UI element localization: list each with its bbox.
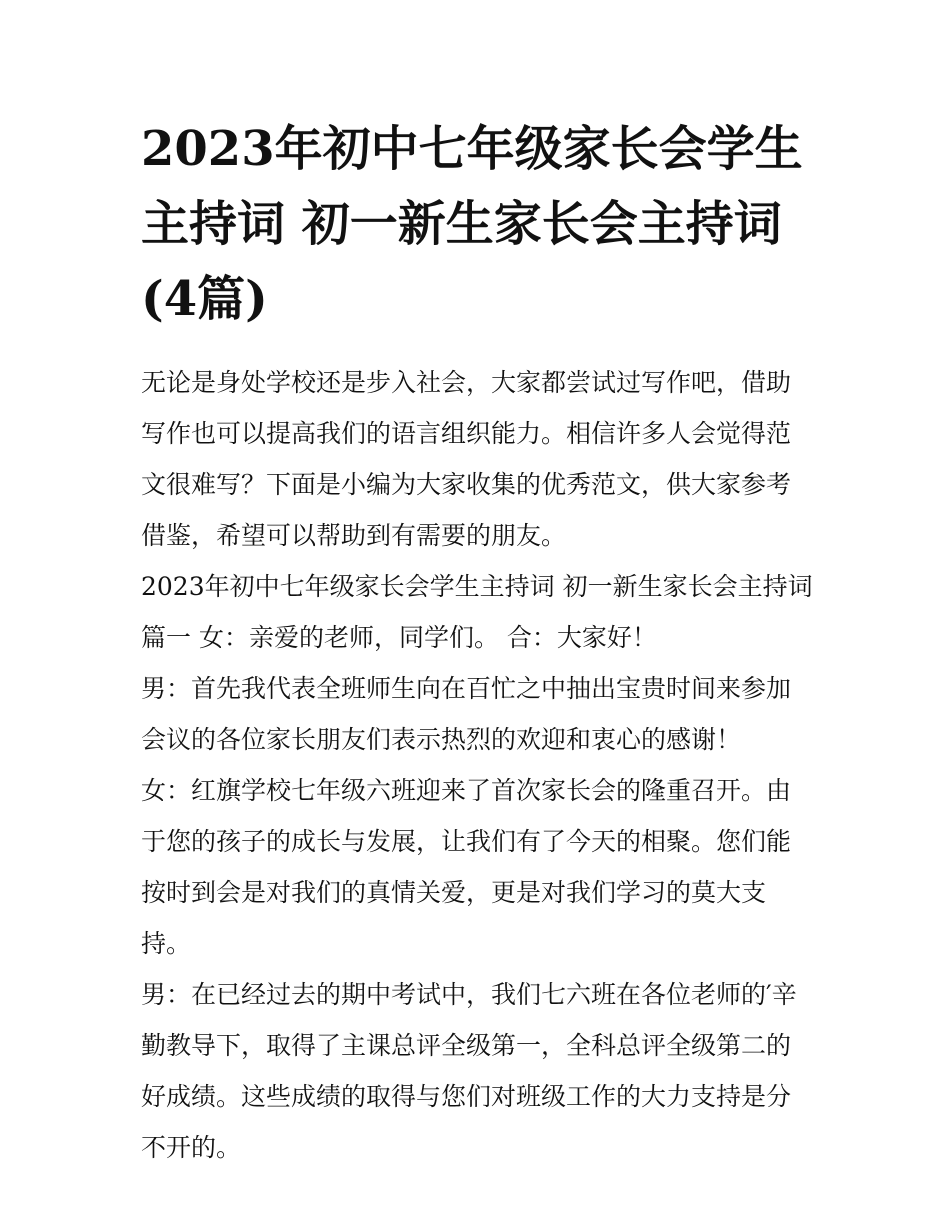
paragraph-female-intro: 女：红旗学校七年级六班迎来了首次家长会的隆重召开。由于您的孩子的成长与发展，让我们有了今天的相聚。您们能按时到会是对我们的真情关爱，更是对我们学习的莫大支持。 bbox=[141, 776, 792, 958]
document-body bbox=[141, 357, 813, 1173]
paragraph-male-results: 男：在已经过去的期中考试中，我们七六班在各位老师的′辛勤教导下，取得了主课总评全级第一，全科总评全级第二的好成绩。这些成绩的取得与您们对班级工作的大力支持是分不开的。 bbox=[141, 980, 797, 1162]
document-page bbox=[141, 112, 813, 1173]
document-title: 2023年初中七年级家长会学生主持词 初一新生家长会主持词(4篇) bbox=[141, 121, 803, 327]
paragraph-opening: 2023年初中七年级家长会学生主持词 初一新生家长会主持词篇一 女：亲爱的老师，同学们。 合：大家好！ bbox=[141, 572, 813, 652]
paragraph-intro: 无论是身处学校还是步入社会，大家都尝试过写作吧，借助写作也可以提高我们的语言组织能力。相信许多人会觉得范文很难写？下面是小编为大家收集的优秀范文，供大家参考借鉴，希望可以帮助到有需要的朋友。 bbox=[141, 368, 792, 550]
paragraph-male-welcome: 男：首先我代表全班师生向在百忙之中抽出宝贵时间来参加会议的各位家长朋友们表示热烈的欢迎和衷心的感谢！ bbox=[141, 674, 792, 754]
